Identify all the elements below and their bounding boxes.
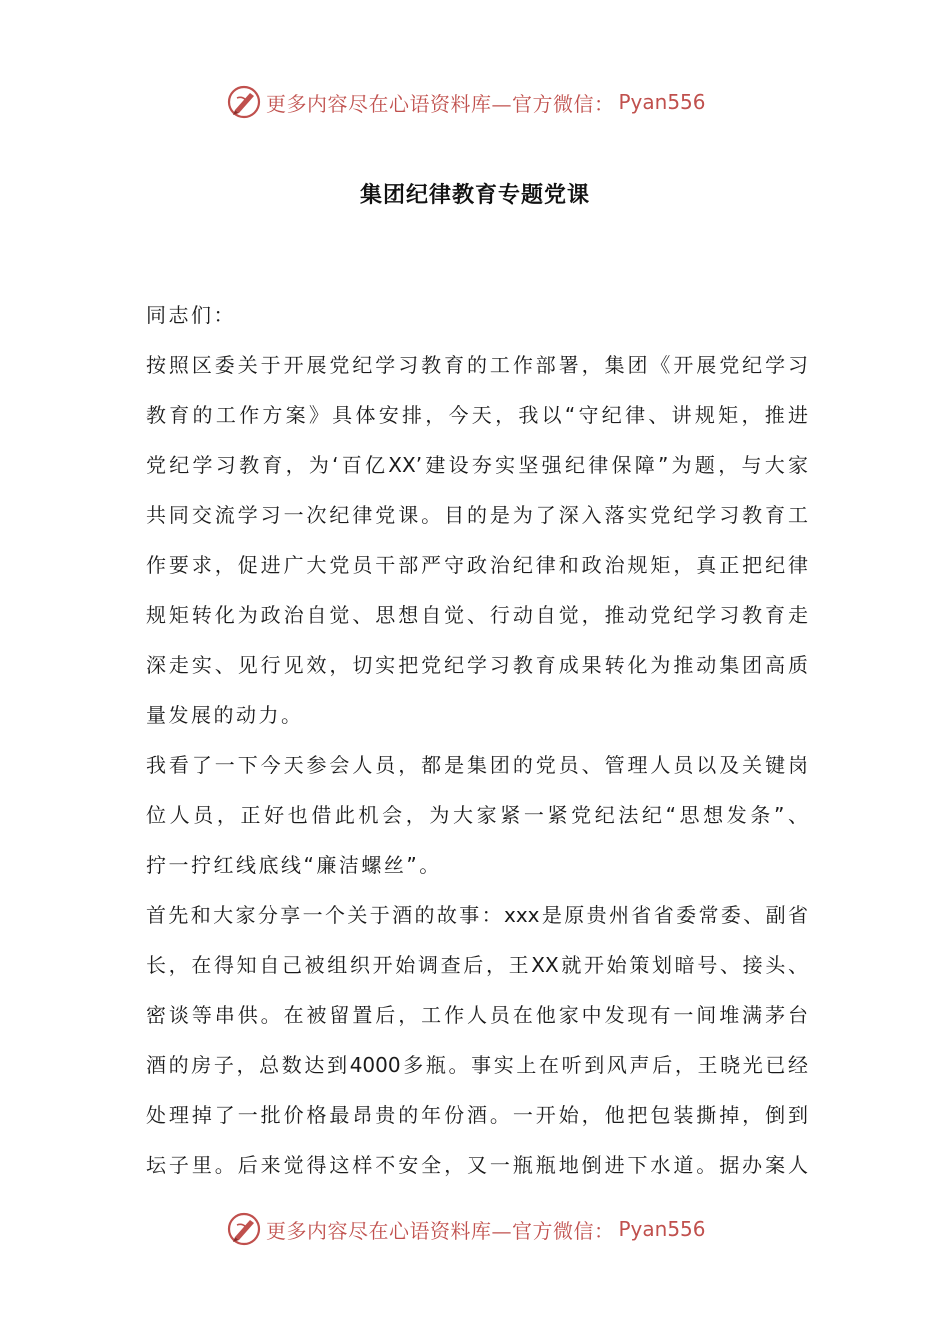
pen-logo-icon [226,84,262,120]
body-text-line: 首先和大家分享一个关于酒的故事：xxx是原贵州省省委常委、副省 [146,903,808,927]
body-text-line: 位人员，正好也借此机会，为大家紧一紧党纪法纪“思想发条”、 [146,803,808,827]
body-text-line: 拧一拧红线底线“廉洁螺丝”。 [146,853,442,877]
body-text-line: 教育的工作方案》具体安排，今天，我以“守纪律、讲规矩，推进 [146,403,808,427]
body-text-line: 量发展的动力。 [146,703,304,727]
body-text-line: 我看了一下今天参会人员，都是集团的党员、管理人员以及关键岗 [146,753,808,777]
header-wechat-id: Pyan556 [618,90,706,114]
body-text-line: 同志们： [146,303,236,327]
body-text-line: 按照区委关于开展党纪学习教育的工作部署，集团《开展党纪学习 [146,353,808,377]
footer-wechat-id: Pyan556 [618,1217,706,1241]
body-text-line: 坛子里。后来觉得这样不安全，又一瓶瓶地倒进下水道。据办案人 [146,1153,808,1177]
header-watermark-banner [226,82,746,122]
body-text-line: 密谈等串供。在被留置后，工作人员在他家中发现有一间堆满茅台 [146,1003,808,1027]
body-text-line: 深走实、见行见效，切实把党纪学习教育成果转化为推动集团高质 [146,653,808,677]
footer-watermark-banner [226,1209,746,1249]
body-text-line: 作要求，促进广大党员干部严守政治纪律和政治规矩，真正把纪律 [146,553,808,577]
footer-banner-text: 更多内容尽在心语资料库—官方微信： [266,1218,615,1243]
body-text-line: 处理掉了一批价格最昂贵的年份酒。一开始，他把包装撕掉，倒到 [146,1103,808,1127]
body-text-line: 党纪学习教育，为‘百亿XX’建设夯实坚强纪律保障”为题，与大家 [146,453,808,477]
body-text-line: 长，在得知自己被组织开始调查后，王XX就开始策划暗号、接头、 [146,953,808,977]
pen-logo-icon [226,1211,262,1247]
document-title: 集团纪律教育专题党课 [359,182,590,208]
body-text-line: 共同交流学习一次纪律党课。目的是为了深入落实党纪学习教育工 [146,503,808,527]
body-text-line: 规矩转化为政治自觉、思想自觉、行动自觉，推动党纪学习教育走 [146,603,808,627]
document-body [146,290,808,1190]
body-text-line: 酒的房子，总数达到4000多瓶。事实上在听到风声后，王晓光已经 [146,1053,808,1077]
header-banner-text: 更多内容尽在心语资料库—官方微信： [266,91,615,116]
